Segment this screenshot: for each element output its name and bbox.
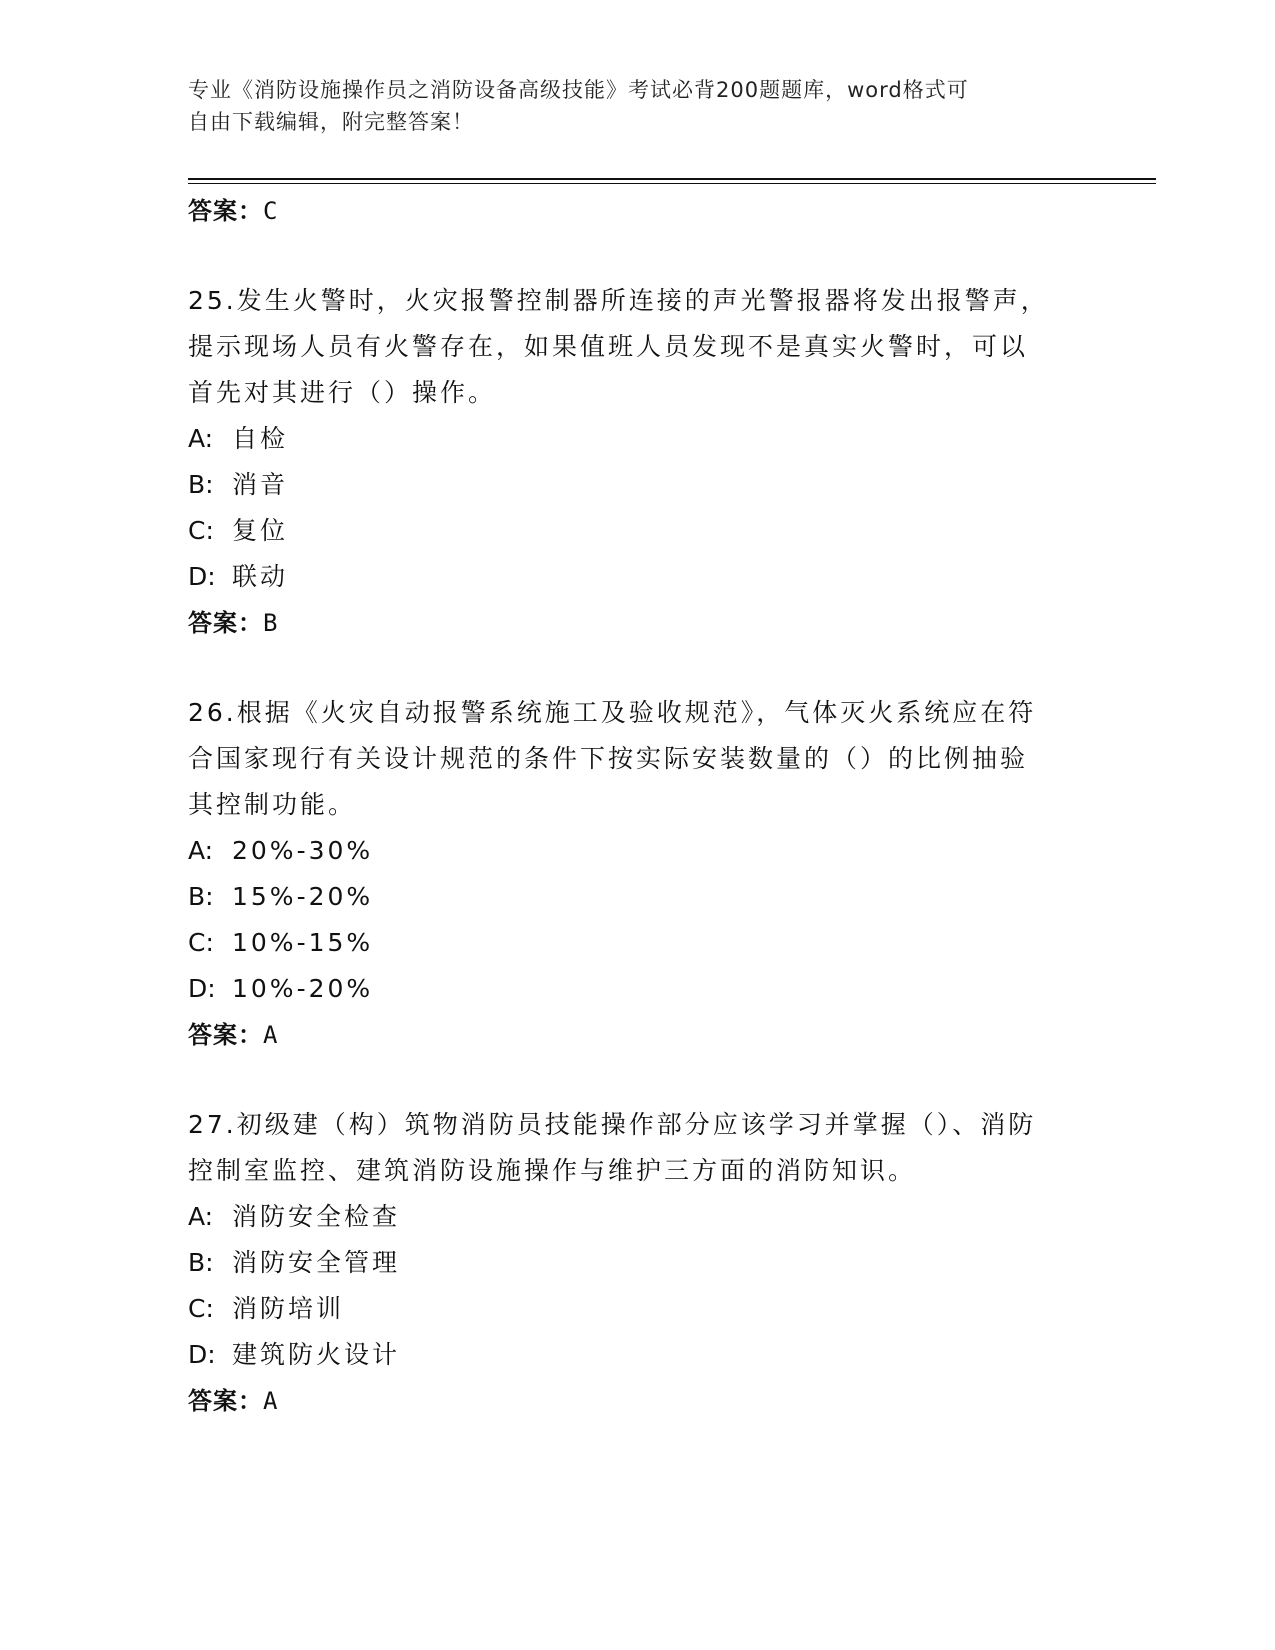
option-letter: B:	[188, 882, 214, 911]
option-text: 消音	[232, 470, 289, 499]
option-b	[188, 874, 1088, 920]
option-text: 自检	[232, 424, 289, 453]
option-text: 15%-20%	[232, 882, 374, 911]
header-line-2: 自由下载编辑，附完整答案！	[188, 110, 474, 134]
option-letter: A:	[188, 1202, 214, 1231]
option-d	[188, 554, 1088, 600]
option-b	[188, 1240, 1088, 1286]
option-letter: C:	[188, 516, 214, 545]
question-stem: 提示现场人员有火警存在，如果值班人员发现不是真实火警时，可以	[188, 332, 1029, 361]
question-26	[188, 690, 1088, 1058]
option-text: 消防安全检查	[232, 1202, 401, 1231]
answer-label: 答案：	[188, 1387, 263, 1415]
question-stem: 控制室监控、建筑消防设施操作与维护三方面的消防知识。	[188, 1156, 917, 1185]
answer-value: B	[263, 609, 279, 637]
option-a	[188, 828, 1088, 874]
option-letter: D:	[188, 562, 216, 591]
option-d	[188, 966, 1088, 1012]
question-27	[188, 1102, 1088, 1424]
question-stem: 26.根据《火灾自动报警系统施工及验收规范》，气体灭火系统应在符	[188, 698, 1037, 727]
question-stem: 25.发生火警时，火灾报警控制器所连接的声光警报器将发出报警声，	[188, 286, 1049, 315]
option-a	[188, 416, 1088, 462]
option-c	[188, 1286, 1088, 1332]
question-answer	[188, 600, 1088, 646]
question-stem: 合国家现行有关设计规范的条件下按实际安装数量的（）的比例抽验	[188, 744, 1029, 773]
option-text: 复位	[232, 516, 289, 545]
header-rule-thin	[188, 183, 1156, 184]
option-text: 建筑防火设计	[232, 1340, 401, 1369]
answer-value: A	[263, 1021, 279, 1049]
question-25	[188, 278, 1088, 646]
option-letter: C:	[188, 928, 214, 957]
answer-value: A	[263, 1387, 279, 1415]
option-text: 联动	[232, 562, 289, 591]
answer-label: 答案：	[188, 609, 263, 637]
option-text: 10%-20%	[232, 974, 374, 1003]
option-c	[188, 920, 1088, 966]
option-text: 10%-15%	[232, 928, 374, 957]
question-answer	[188, 1012, 1088, 1058]
answer-label: 答案：	[188, 197, 263, 225]
previous-answer	[188, 188, 1088, 234]
option-a	[188, 1194, 1088, 1240]
document-header	[188, 74, 1068, 138]
question-answer	[188, 1378, 1088, 1424]
option-letter: C:	[188, 1294, 214, 1323]
answer-value: C	[263, 197, 279, 225]
option-letter: A:	[188, 424, 214, 453]
option-d	[188, 1332, 1088, 1378]
option-letter: A:	[188, 836, 214, 865]
question-list	[188, 188, 1088, 1424]
option-letter: B:	[188, 1248, 214, 1277]
question-stem: 首先对其进行（）操作。	[188, 378, 497, 407]
question-stem: 27.初级建（构）筑物消防员技能操作部分应该学习并掌握（）、消防	[188, 1110, 1037, 1139]
option-text: 消防安全管理	[232, 1248, 401, 1277]
option-letter: D:	[188, 974, 216, 1003]
question-stem: 其控制功能。	[188, 790, 357, 819]
option-text: 消防培训	[232, 1294, 345, 1323]
option-b	[188, 462, 1088, 508]
option-letter: B:	[188, 470, 214, 499]
header-line-1: 专业《消防设施操作员之消防设备高级技能》考试必背200题题库，word格式可	[188, 78, 969, 102]
option-text: 20%-30%	[232, 836, 374, 865]
option-c	[188, 508, 1088, 554]
answer-label: 答案：	[188, 1021, 263, 1049]
header-rule-thick	[188, 178, 1156, 180]
option-letter: D:	[188, 1340, 216, 1369]
